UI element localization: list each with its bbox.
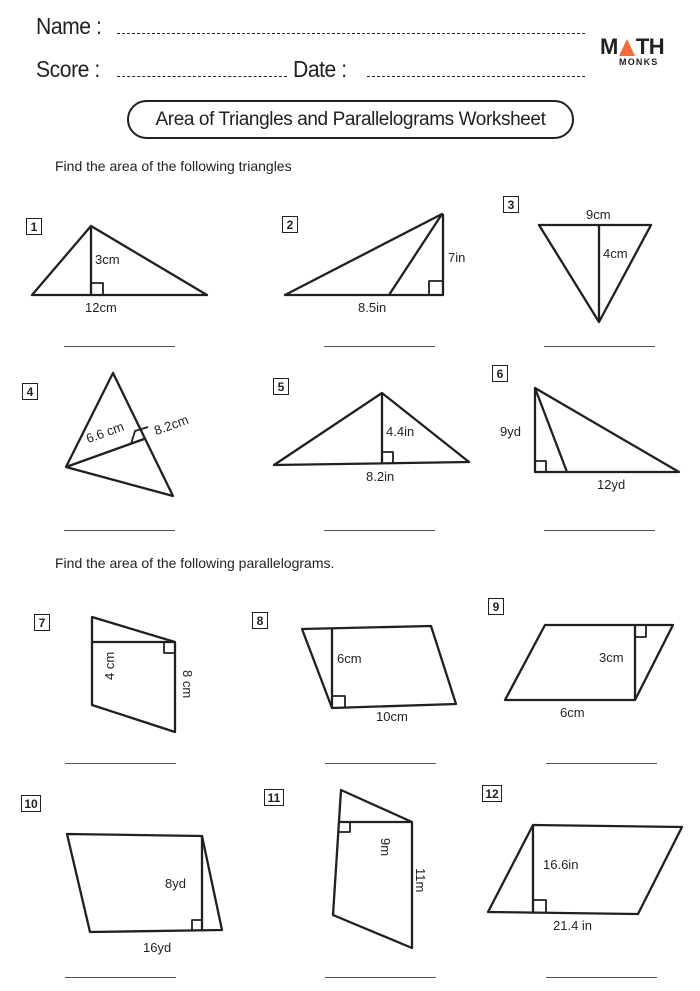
triangle-2-figure xyxy=(285,214,443,295)
t6-base-label: 12yd xyxy=(597,477,626,492)
t5-base-label: 8.2in xyxy=(366,469,395,484)
answer-line-11[interactable] xyxy=(325,977,436,978)
problem-number-12: 12 xyxy=(482,785,502,802)
triangles-instruction: Find the area of the following triangles xyxy=(55,158,292,174)
logo-triangle-icon xyxy=(619,39,635,56)
problem-number-11: 11 xyxy=(264,789,284,806)
problem-number-1: 1 xyxy=(26,218,42,235)
problem-number-9: 9 xyxy=(488,598,504,615)
triangle-6-figure xyxy=(535,388,679,472)
answer-line-1[interactable] xyxy=(64,346,175,347)
p10-height-label: 8yd xyxy=(165,876,186,891)
answer-line-12[interactable] xyxy=(546,977,657,978)
p8-base-label: 10cm xyxy=(376,709,408,724)
worksheet-title xyxy=(127,100,574,139)
parallelogram-10-figure xyxy=(67,834,222,932)
name-label: Name : xyxy=(36,13,102,39)
t1-height-label: 3cm xyxy=(95,252,120,267)
problem-number-6: 6 xyxy=(492,365,508,382)
answer-line-7[interactable] xyxy=(65,763,176,764)
answer-line-3[interactable] xyxy=(544,346,655,347)
answer-line-9[interactable] xyxy=(546,763,657,764)
p11-side-label: 11m xyxy=(413,868,428,893)
p12-base-label: 21.4 in xyxy=(553,918,593,933)
t6-height-label: 9yd xyxy=(500,424,521,439)
problem-number-5: 5 xyxy=(273,378,289,395)
parallelogram-8-figure xyxy=(302,626,456,708)
logo-subtitle: MONKS xyxy=(619,57,659,67)
logo-word-right: TH xyxy=(635,34,665,59)
parallelogram-12-figure xyxy=(488,825,682,914)
score-label: Score : xyxy=(36,56,100,82)
problem-number-8: 8 xyxy=(252,612,268,629)
p12-height-label: 16.6in xyxy=(543,857,579,872)
date-label: Date : xyxy=(293,56,347,82)
answer-line-5[interactable] xyxy=(324,530,435,531)
t2-height-label: 7in xyxy=(448,250,466,265)
answer-line-6[interactable] xyxy=(544,530,655,531)
t1-base-label: 12cm xyxy=(85,300,117,315)
problem-number-4: 4 xyxy=(22,383,38,400)
t3-height-label: 4cm xyxy=(603,246,628,261)
t4-base-label: 8.2cm xyxy=(152,411,191,439)
parallelogram-9-figure xyxy=(505,625,673,700)
p7-side-label: 8 cm xyxy=(180,670,195,699)
triangle-5-figure xyxy=(274,393,469,465)
parallelogram-11-figure xyxy=(333,790,412,948)
triangle-3-figure xyxy=(539,225,651,322)
date-field[interactable] xyxy=(367,76,585,77)
name-field[interactable] xyxy=(117,33,585,34)
problem-number-2: 2 xyxy=(282,216,298,233)
p9-height-label: 3cm xyxy=(599,650,624,665)
answer-line-10[interactable] xyxy=(65,977,176,978)
worksheet-title-text: Area of Triangles and Parallelograms Worksheet xyxy=(155,108,546,130)
p11-height-label: 9m xyxy=(378,838,393,857)
p7-height-label: 4 cm xyxy=(102,651,117,680)
t2-base-label: 8.5in xyxy=(358,300,387,315)
problem-number-3: 3 xyxy=(503,196,519,213)
problem-number-10: 10 xyxy=(21,795,41,812)
score-field[interactable] xyxy=(117,76,287,77)
t4-height-label: 6.6 cm xyxy=(84,418,126,447)
p10-base-label: 16yd xyxy=(143,940,172,955)
answer-line-2[interactable] xyxy=(324,346,435,347)
p8-height-label: 6cm xyxy=(337,651,362,666)
answer-line-4[interactable] xyxy=(64,530,175,531)
logo-word-left: M xyxy=(600,34,618,59)
problem-number-7: 7 xyxy=(34,614,50,631)
parallelograms-instruction: Find the area of the following parallelograms. xyxy=(55,555,335,571)
t5-height-label: 4.4in xyxy=(386,424,415,439)
math-monks-logo xyxy=(600,34,670,67)
answer-line-8[interactable] xyxy=(325,763,436,764)
p9-base-label: 6cm xyxy=(560,705,585,720)
t3-base-label: 9cm xyxy=(586,207,611,222)
